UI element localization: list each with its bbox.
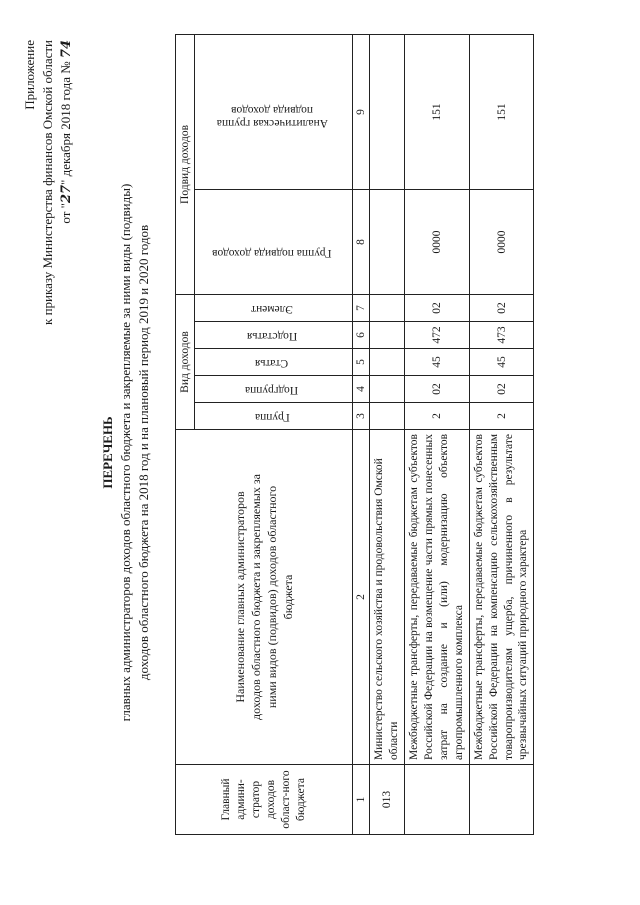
code-podstatya: 472 — [404, 322, 469, 349]
col-number: 7 — [353, 294, 370, 321]
code-cell — [370, 376, 405, 403]
col-number: 1 — [353, 765, 370, 835]
header-podvid-dohodov: Подвид доходов — [176, 34, 195, 294]
code-element: 02 — [404, 294, 469, 321]
appendix-label: Приложение — [22, 40, 37, 110]
col-number: 5 — [353, 349, 370, 376]
appendix-order-ref: к приказу Министерства финансов Омской области — [40, 40, 55, 325]
admin-name: Министерство сельского хозяйства и продовольствия Омской области — [370, 430, 405, 765]
header-statya: Статья — [195, 349, 353, 376]
date-prefix: от " — [58, 203, 73, 224]
table-row-ministry — [370, 34, 405, 834]
admin-code — [404, 765, 469, 835]
col-number: 2 — [353, 430, 370, 765]
revenue-name: Межбюджетные трансферты, передаваемые бюджетам субъектов Российской Федерации на компенсацию сельскохозяйственным товаропроизводителям ущерба, причиненного в результате чрезвычайных ситуаций природного характера — [469, 430, 534, 765]
code-podgruppa: 02 — [404, 376, 469, 403]
col-number: 8 — [353, 189, 370, 294]
admin-code — [469, 765, 534, 835]
handwritten-order-number: 74 — [59, 40, 74, 59]
code-statya: 45 — [469, 349, 534, 376]
header-element: Элемент — [195, 294, 353, 321]
code-gruppa-podvida: 0000 — [469, 189, 534, 294]
table-row-transfer-472 — [404, 34, 469, 834]
col-number: 6 — [353, 322, 370, 349]
code-cell — [370, 34, 405, 189]
col-number: 9 — [353, 34, 370, 189]
header-gruppa: Группа — [195, 403, 353, 430]
header-vid-dohodov: Вид доходов — [176, 294, 195, 429]
code-cell — [370, 349, 405, 376]
document-title-line1: главных администраторов доходов областного бюджета и закрепляемые за ними виды (подвиды) — [118, 183, 133, 722]
code-gruppa: 2 — [404, 403, 469, 430]
col-number: 4 — [353, 376, 370, 403]
code-analit-gruppa: 151 — [469, 34, 534, 189]
header-row-groups — [176, 34, 195, 834]
code-podstatya: 473 — [469, 322, 534, 349]
code-statya: 45 — [404, 349, 469, 376]
header-analit-gruppa: Аналитическая группа подвида доходов — [195, 34, 353, 189]
date-middle: " декабря 2018 года № — [58, 58, 73, 185]
code-analit-gruppa: 151 — [404, 34, 469, 189]
header-admin: Главный админи-стратор доходов област-ного бюджета — [176, 765, 353, 835]
header-podstatya: Подстатья — [195, 322, 353, 349]
document-heading: ПЕРЕЧЕНЬ — [100, 416, 115, 489]
code-cell — [370, 294, 405, 321]
revenue-name: Межбюджетные трансферты, передаваемые бюджетам субъектов Российской Федерации на возмещение части прямых понесенных затрат на создание и (или) модернизацию объектов агропромышленного комплекса — [404, 430, 469, 765]
code-cell — [370, 322, 405, 349]
revenue-table — [175, 34, 534, 835]
col-number: 3 — [353, 403, 370, 430]
document-title-line2: доходов областного бюджета на 2018 год и на плановый период 2019 и 2020 годов — [136, 224, 151, 681]
header-name: Наименование главных администраторов доходов областного бюджета и закрепляемых за ними видов (подвидов) доходов областного бюджета — [176, 430, 353, 765]
code-podgruppa: 02 — [469, 376, 534, 403]
column-numbers-row — [353, 34, 370, 834]
header-gruppa-podvida: Группа подвида доходов — [195, 189, 353, 294]
table-row-transfer-473 — [469, 34, 534, 834]
code-gruppa: 2 — [469, 403, 534, 430]
code-cell — [370, 189, 405, 294]
appendix-date-line — [58, 40, 74, 224]
code-element: 02 — [469, 294, 534, 321]
code-cell — [370, 403, 405, 430]
code-gruppa-podvida: 0000 — [404, 189, 469, 294]
header-podgruppa: Подгруппа — [195, 376, 353, 403]
admin-code: 013 — [370, 765, 405, 835]
handwritten-day: 27 — [59, 184, 74, 204]
